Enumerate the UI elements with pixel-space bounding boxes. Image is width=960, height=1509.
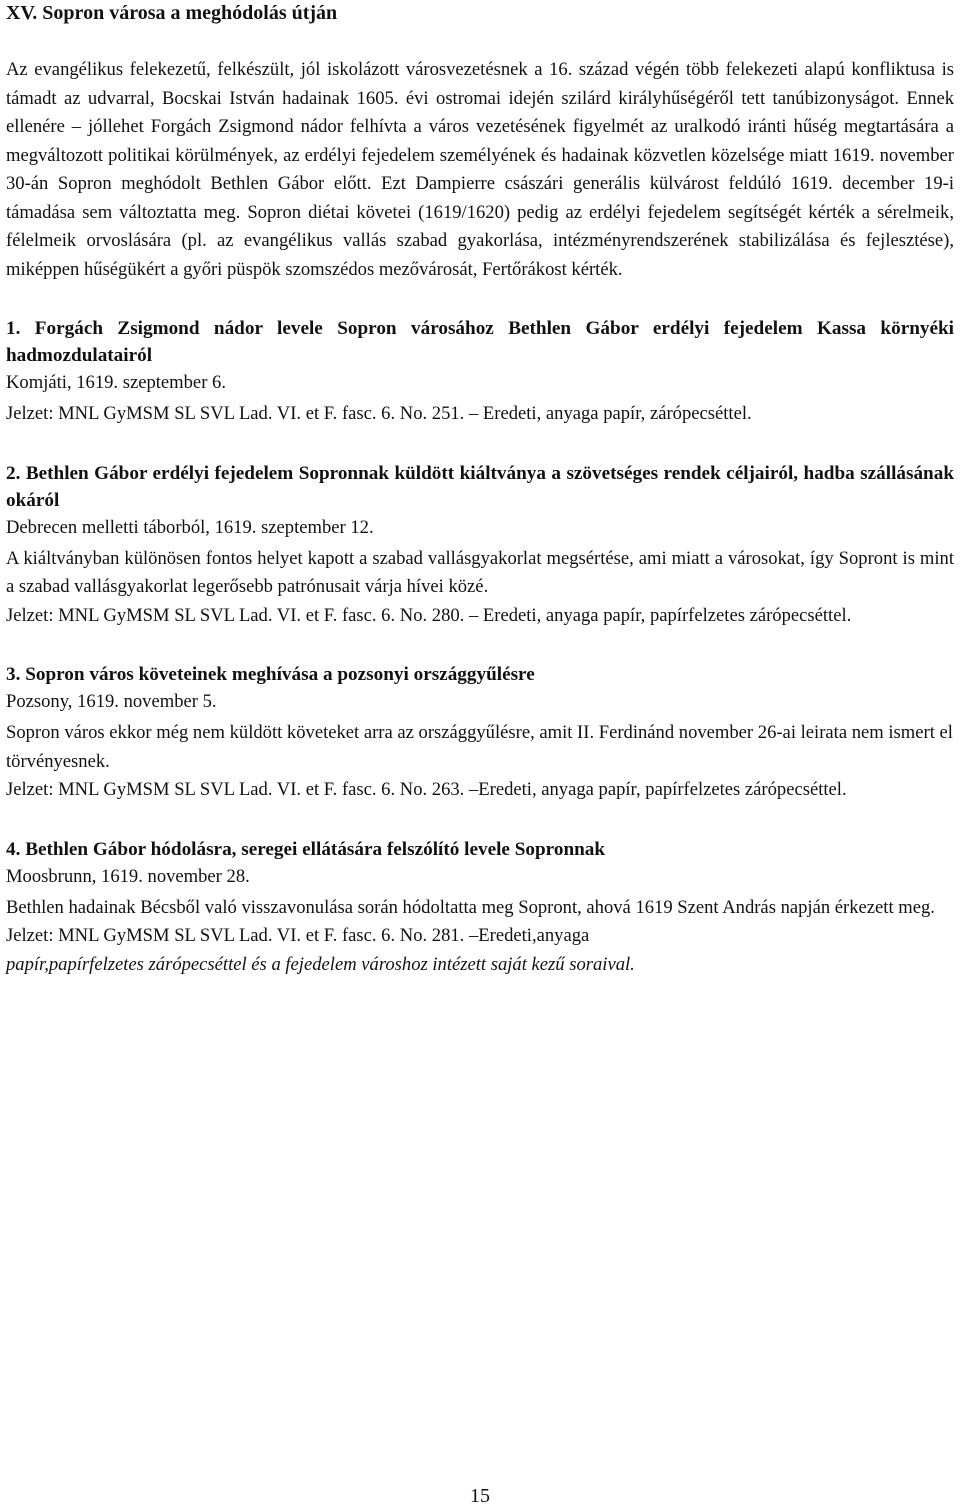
entry-title: 1. Forgách Zsigmond nádor levele Sopron városához Bethlen Gábor erdélyi fejedelem Kassa környéki hadmozdulatairól xyxy=(6,318,954,366)
entry-reference: Jelzet: MNL GyMSM SL SVL Lad. VI. et F. fasc. 6. No. 251. – Eredeti, anyaga papír, zárópecséttel. xyxy=(6,403,752,424)
entry-title: 3. Sopron város követeinek meghívása a pozsonyi országgyűlésre xyxy=(6,664,535,685)
entry-reference-plain: Jelzet: MNL GyMSM SL SVL Lad. VI. et F. fasc. 6. No. 281. –Eredeti,anyaga xyxy=(6,925,590,946)
document-entry-1 xyxy=(6,315,954,429)
document-entry-3 xyxy=(6,661,954,805)
entry-place-date: Moosbrunn, 1619. november 28. xyxy=(6,865,250,887)
entry-place-date: Komjáti, 1619. szeptember 6. xyxy=(6,372,226,393)
entry-summary: Sopron város ekkor még nem küldött követeket arra az országgyűlésre, amit II. Ferdinánd november 26-ai leirata nem ismert el törvényesnek. xyxy=(6,722,953,772)
document-entry-2 xyxy=(6,460,954,631)
entry-summary: Bethlen hadainak Bécsből való visszavonulása során hódoltatta meg Sopront, ahová 1619 Szent András napján érkezett meg. xyxy=(6,896,935,918)
entry-place-date: Debrecen melletti táborból, 1619. szeptember 12. xyxy=(6,516,374,538)
page-number: 15 xyxy=(470,1485,490,1507)
intro-paragraph: Az evangélikus felekezetű, felkészült, jól iskolázott városvezetésnek a 16. század végén több felekezeti alapú konfliktusa is támadt az udvarral, Bocskai István hadainak 1605. évi ostromai idején szilárd királyhűségéről tett tanúbizonyságot. Ennek ellenére – jóllehet Forgách Zsigmond nádor felhívta a város vezetésének figyelmét az uralkodó iránti hűség megtartására a megváltozott politikai körülmények, az erdélyi fejedelem személyének és hadainak közvetlen közelsége miatt 1619. november 30-án Sopron meghódolt Bethlen Gábor előtt. Ezt Dampierre császári generális külvárost feldúló 1619. december 19-i támadása sem változtatta meg. Sopron diétai követei (1619/1620) pedig az erdélyi fejedelem segítségét kérték a sérelmeik, félelmeik orvoslására (pl. az evangélikus vallás szabad gyakorlása, intézményrendszerének stabilizálása és fejlesztése), miképpen hűségükért a győri püspök szomszédos mezővárosát, Fertőrákost kérték. xyxy=(6,59,954,280)
chapter-title: XV. Sopron városa a meghódolás útján xyxy=(6,2,338,24)
entry-reference-italic: papír,papírfelzetes zárópecséttel és a fejedelem városhoz intézett saját kezű soraival. xyxy=(6,953,635,975)
entry-place-date: Pozsony, 1619. november 5. xyxy=(6,691,217,712)
entry-reference: Jelzet: MNL GyMSM SL SVL Lad. VI. et F. fasc. 6. No. 263. –Eredeti, anyaga papír, papírfelzetes zárópecséttel. xyxy=(6,779,847,800)
document-entry-4 xyxy=(6,836,954,980)
entry-summary: A kiáltványban különösen fontos helyet kapott a szabad vallásgyakorlat megsértése, ami miatt a városokat, így Sopront is mint a szabad vallásgyakorlat legerősebb patrónusait várja hívei közé. xyxy=(6,547,954,597)
entry-reference xyxy=(6,922,954,979)
entry-reference: Jelzet: MNL GyMSM SL SVL Lad. VI. et F. fasc. 6. No. 280. – Eredeti, anyaga papír, papírfelzetes zárópecséttel. xyxy=(6,604,852,626)
entry-title: 4. Bethlen Gábor hódolásra, seregei ellátására felszólító levele Sopronnak xyxy=(6,838,606,860)
entry-title: 2. Bethlen Gábor erdélyi fejedelem Sopronnak küldött kiáltványa a szövetséges rendek céljairól, hadba szállásának okáról xyxy=(6,462,954,511)
document-page xyxy=(6,0,954,979)
